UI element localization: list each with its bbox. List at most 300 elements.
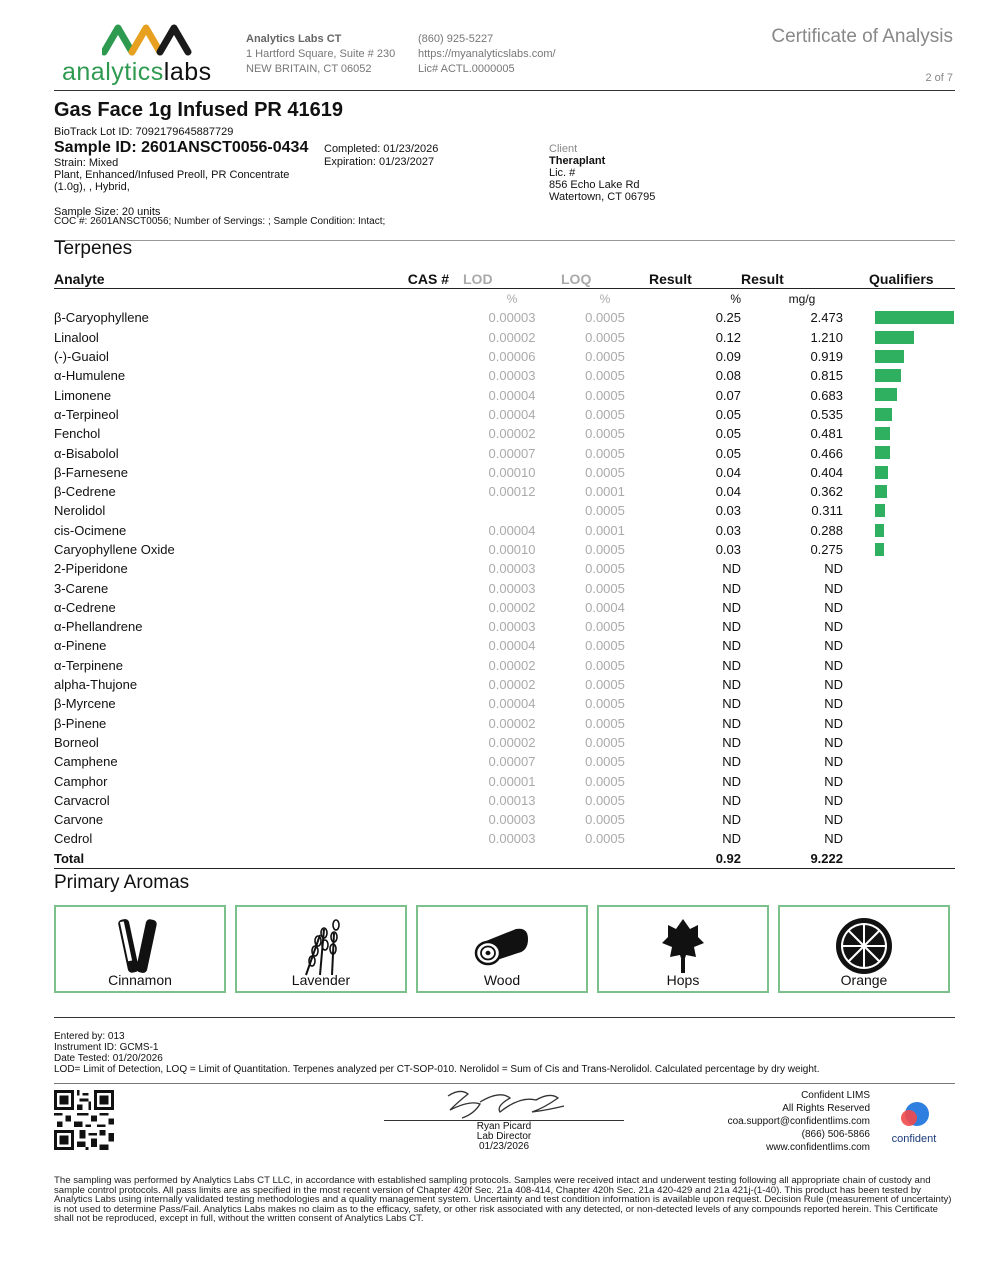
confident-logo-icon	[897, 1100, 931, 1130]
result-mgg-cell: 0.362	[810, 484, 843, 500]
table-row	[54, 443, 955, 462]
result-bar	[875, 524, 884, 537]
instrument-id: Instrument ID: GCMS-1	[54, 1042, 159, 1053]
table-row	[54, 714, 955, 733]
page-number: 2 of 7	[925, 72, 953, 84]
result-mgg-cell: 0.919	[810, 349, 843, 365]
col-qualifiers: Qualifiers	[843, 270, 955, 289]
result-mgg-cell: ND	[824, 599, 843, 615]
cas-cell	[354, 829, 463, 848]
sample-name: Gas Face 1g Infused PR 41619	[54, 99, 344, 121]
signer-name: Ryan Picard	[476, 1121, 532, 1132]
loq-cell: 0.0005	[585, 773, 625, 789]
company-address-2: NEW BRITAIN, CT 06052	[246, 63, 372, 75]
result-pct-cell: ND	[722, 812, 741, 828]
result-mgg-cell: 0.275	[810, 542, 843, 557]
table-row	[54, 791, 955, 810]
company-name: Analytics Labs CT	[246, 33, 342, 45]
table-row	[54, 385, 955, 404]
loq-cell: 0.0005	[585, 734, 625, 750]
loq-cell: 0.0005	[585, 831, 625, 847]
analyte-cell: Carvacrol	[54, 792, 110, 808]
cas-cell	[354, 521, 463, 540]
lod-cell: 0.00003	[488, 561, 536, 577]
analyte-cell: Caryophyllene Oxide	[54, 542, 175, 557]
loq-cell: 0.0005	[585, 619, 625, 635]
result-pct-cell: 0.08	[715, 368, 741, 384]
strain: Strain: Mixed	[54, 157, 119, 169]
analyte-cell: α-Terpineol	[54, 406, 119, 422]
logo-text-labs: labs	[163, 58, 212, 86]
loq-cell: 0.0005	[585, 580, 625, 596]
col-cas: CAS #	[354, 270, 463, 289]
col-result-pct: Result	[649, 270, 741, 289]
result-mgg-cell: 1.210	[810, 329, 843, 345]
document-title: Certificate of Analysis	[771, 26, 953, 47]
analyte-cell: Nerolidol	[54, 503, 106, 519]
loq-cell: 0.0005	[585, 329, 625, 345]
cas-cell	[354, 714, 463, 733]
analyte-cell: α-Phellandrene	[54, 619, 143, 635]
result-pct-cell: 0.09	[715, 349, 741, 365]
client-address-2: Watertown, CT 06795	[549, 191, 656, 203]
result-bar	[875, 543, 884, 556]
expiration-date: Expiration: 01/23/2027	[324, 156, 435, 168]
analyte-cell: 3-Carene	[54, 580, 109, 596]
lims-url[interactable]: www.confidentlims.com	[766, 1142, 870, 1153]
sample-id: Sample ID: 2601ANSCT0056-0434	[54, 139, 309, 156]
total-label: Total	[54, 849, 354, 869]
qualifier-cell	[843, 733, 955, 752]
result-pct-cell: ND	[722, 580, 741, 596]
lod-cell: 0.00003	[488, 310, 536, 326]
disclaimer: The sampling was performed by Analytics Labs CT LLC, in accordance with established sampling protocols. Samples were received intact and underwent testing following all appropriate chain of custody and sample control protocols. All pass limits are as specified in the most recent version of Chapter 420f Sec. 21a 408-414, Chapter 420h Sec. 21a 420-429 and 21a 421j-(1-40). This product has been tested by Analytics Labs using internally validated testing methodologies and a quality management system. Uncertainty and test condition information is available upon request. Decision Rule (measurement of uncertainty) is not used to determine Pass/Fail. Analytics Labs makes no claim as to the efficacy, safety, or other risk associated with any detected, or non-detected levels of any compounds reported herein. This Certificate shall not be reproduced, except in full, without the written consent of Analytics Labs CT.	[54, 1175, 952, 1225]
qualifier-cell	[843, 385, 955, 404]
result-pct-cell: ND	[722, 561, 741, 577]
client-label: Client	[549, 143, 578, 155]
result-mgg-cell: 0.535	[810, 406, 843, 422]
result-pct-cell: ND	[722, 657, 741, 673]
cas-cell	[354, 656, 463, 675]
date-tested: Date Tested: 01/20/2026	[54, 1053, 163, 1064]
result-pct-cell: 0.03	[715, 542, 741, 557]
cas-cell	[354, 540, 463, 559]
signature-icon	[440, 1088, 570, 1122]
aroma-label-cinnamon: Cinnamon	[108, 972, 172, 988]
aroma-card-orange	[778, 905, 950, 993]
qualifier-cell	[843, 829, 955, 848]
lod-cell: 0.00013	[488, 792, 536, 808]
analyte-cell: β-Pinene	[54, 715, 107, 731]
table-row	[54, 405, 955, 424]
loq-cell: 0.0005	[585, 349, 625, 365]
qualifier-cell	[843, 443, 955, 462]
result-bar	[875, 388, 897, 401]
qualifier-cell	[843, 405, 955, 424]
lims-name: Confident LIMS	[801, 1090, 870, 1101]
lod-cell: 0.00004	[488, 406, 536, 422]
aroma-label-wood: Wood	[483, 972, 521, 988]
aroma-card-hops	[597, 905, 769, 993]
col-analyte: Analyte	[54, 270, 354, 289]
analyte-cell: β-Farnesene	[54, 464, 128, 480]
result-mgg-cell: ND	[824, 657, 843, 673]
table-row	[54, 521, 955, 540]
result-bar	[875, 485, 887, 498]
biotrack-lot-id: BioTrack Lot ID: 7092179645887729	[54, 126, 234, 138]
lod-cell: 0.00012	[488, 484, 536, 500]
result-pct-cell: ND	[722, 792, 741, 808]
unit-loq: %	[599, 291, 611, 306]
table-row	[54, 501, 955, 520]
result-mgg-cell: 0.311	[811, 503, 843, 519]
logo-text-analytics: analytics	[62, 58, 164, 86]
analyte-cell: alpha-Thujone	[54, 677, 138, 693]
lims-phone: (866) 506-5866	[801, 1129, 870, 1140]
qualifier-cell	[843, 617, 955, 636]
analyte-cell: β-Myrcene	[54, 696, 116, 712]
table-row	[54, 617, 955, 636]
total-mgg: 9.222	[741, 849, 843, 869]
loq-cell: 0.0005	[585, 696, 625, 712]
wood-icon	[472, 915, 532, 977]
analyte-cell: Linalool	[54, 329, 99, 345]
total-pct: 0.92	[649, 849, 741, 869]
loq-cell: 0.0005	[585, 542, 625, 557]
result-pct-cell: 0.03	[715, 522, 741, 538]
qualifier-cell	[843, 540, 955, 559]
result-bar	[875, 504, 885, 517]
total-row	[54, 849, 955, 869]
result-pct-cell: ND	[722, 754, 741, 770]
company-phone: (860) 925-5227	[418, 33, 494, 45]
qualifier-cell	[843, 694, 955, 713]
analyte-cell: cis-Ocimene	[54, 522, 127, 538]
lod-cell: 0.00003	[488, 812, 536, 828]
col-lod: LOD	[463, 270, 561, 289]
result-pct-cell: 0.04	[715, 484, 741, 500]
lod-cell: 0.00002	[488, 657, 536, 673]
qualifier-cell	[843, 636, 955, 655]
table-row	[54, 733, 955, 752]
result-mgg-cell: ND	[824, 619, 843, 635]
result-pct-cell: ND	[722, 696, 741, 712]
lod-note: LOD= Limit of Detection, LOQ = Limit of Quantitation. Terpenes analyzed per CT-SOP-010. Nerolidol = Sum of Cis and Trans-Nerolidol. Calculated percentage by dry weight.	[54, 1064, 820, 1075]
result-mgg-cell: ND	[824, 812, 843, 828]
loq-cell: 0.0005	[585, 464, 625, 480]
result-bar	[875, 331, 914, 344]
loq-cell: 0.0005	[585, 310, 625, 326]
unit-result-mgg: mg/g	[788, 291, 816, 306]
units-row	[54, 289, 955, 309]
cas-cell	[354, 328, 463, 347]
lavender-icon	[296, 915, 346, 977]
client-name: Theraplant	[549, 155, 606, 167]
lod-cell: 0.00007	[488, 445, 536, 461]
aroma-card-wood	[416, 905, 588, 993]
qualifier-cell	[843, 752, 955, 771]
lod-cell: 0.00010	[488, 542, 536, 557]
cas-cell	[354, 636, 463, 655]
loq-cell: 0.0005	[585, 406, 625, 422]
qualifier-cell	[843, 463, 955, 482]
cas-cell	[354, 733, 463, 752]
aroma-label-orange: Orange	[840, 972, 888, 988]
loq-cell: 0.0005	[585, 387, 625, 403]
result-mgg-cell: ND	[824, 561, 843, 577]
table-row	[54, 752, 955, 771]
loq-cell: 0.0005	[585, 445, 625, 461]
result-mgg-cell: ND	[824, 715, 843, 731]
lod-cell: 0.00004	[488, 522, 536, 538]
lod-cell: 0.00003	[488, 580, 536, 596]
result-mgg-cell: 0.481	[810, 426, 843, 442]
cas-cell	[354, 617, 463, 636]
loq-cell: 0.0005	[585, 792, 625, 808]
terpenes-table	[54, 270, 955, 869]
qualifier-cell	[843, 482, 955, 501]
entered-by: Entered by: 013	[54, 1031, 125, 1042]
hops-icon	[658, 915, 708, 977]
result-pct-cell: 0.04	[715, 464, 741, 480]
cas-cell	[354, 559, 463, 578]
result-bar	[875, 369, 901, 382]
result-mgg-cell: ND	[824, 696, 843, 712]
analyte-cell: 2-Piperidone	[54, 561, 128, 577]
analyte-cell: α-Pinene	[54, 638, 107, 654]
table-row	[54, 829, 955, 848]
result-mgg-cell: ND	[824, 734, 843, 750]
loq-cell: 0.0005	[585, 812, 625, 828]
lod-cell: 0.00004	[488, 387, 536, 403]
completed-date: Completed: 01/23/2026	[324, 143, 439, 155]
table-row	[54, 366, 955, 385]
lod-cell: 0.00002	[488, 329, 536, 345]
analyte-cell: α-Bisabolol	[54, 445, 119, 461]
result-mgg-cell: ND	[824, 754, 843, 770]
result-mgg-cell: 0.404	[810, 464, 843, 480]
table-row	[54, 675, 955, 694]
aroma-label-lavender: Lavender	[291, 972, 351, 988]
table-row	[54, 463, 955, 482]
unit-result-pct: %	[730, 291, 741, 306]
cinnamon-icon	[115, 915, 165, 977]
result-pct-cell: 0.05	[715, 426, 741, 442]
qualifier-cell	[843, 656, 955, 675]
lod-cell: 0.00007	[488, 754, 536, 770]
analyte-cell: α-Terpinene	[54, 657, 123, 673]
table-row	[54, 540, 955, 559]
result-pct-cell: 0.12	[715, 329, 741, 345]
result-pct-cell: ND	[722, 715, 741, 731]
cas-cell	[354, 501, 463, 520]
result-mgg-cell: ND	[824, 677, 843, 693]
analyte-cell: (-)-Guaiol	[54, 349, 109, 365]
table-row	[54, 424, 955, 443]
loq-cell: 0.0005	[585, 657, 625, 673]
table-header-row	[54, 270, 955, 289]
aroma-card-lavender	[235, 905, 407, 993]
result-pct-cell: 0.25	[715, 310, 741, 326]
analyte-cell: Cedrol	[54, 831, 93, 847]
signer-title: Lab Director	[476, 1131, 532, 1142]
qr-code-icon[interactable]	[54, 1090, 114, 1150]
loq-cell: 0.0005	[585, 503, 625, 519]
table-row	[54, 636, 955, 655]
qualifier-cell	[843, 501, 955, 520]
result-mgg-cell: 0.466	[810, 445, 843, 461]
result-bar	[875, 446, 890, 459]
confident-logo	[884, 1100, 944, 1145]
analyte-cell: Borneol	[54, 734, 99, 750]
result-bar	[875, 350, 904, 363]
table-row	[54, 771, 955, 790]
company-url[interactable]: https://myanalyticslabs.com/	[418, 48, 556, 60]
lod-cell: 0.00010	[488, 464, 536, 480]
table-row	[54, 578, 955, 597]
cas-cell	[354, 424, 463, 443]
table-row	[54, 810, 955, 829]
table-row	[54, 347, 955, 366]
aroma-card-cinnamon	[54, 905, 226, 993]
qualifier-cell	[843, 521, 955, 540]
cas-cell	[354, 771, 463, 790]
result-pct-cell: 0.03	[715, 503, 741, 519]
qualifier-cell	[843, 810, 955, 829]
qualifier-cell	[843, 771, 955, 790]
lims-email[interactable]: coa.support@confidentlims.com	[727, 1116, 870, 1127]
qualifier-cell	[843, 714, 955, 733]
result-pct-cell: ND	[722, 677, 741, 693]
result-pct-cell: ND	[722, 734, 741, 750]
loq-cell: 0.0001	[585, 484, 625, 500]
qualifier-cell	[843, 559, 955, 578]
loq-cell: 0.0005	[585, 561, 625, 577]
terpenes-section-title: Terpenes	[54, 238, 133, 259]
cas-cell	[354, 482, 463, 501]
lod-cell: 0.00002	[488, 734, 536, 750]
loq-cell: 0.0001	[585, 522, 625, 538]
loq-cell: 0.0005	[585, 677, 625, 693]
cas-cell	[354, 578, 463, 597]
cas-cell	[354, 694, 463, 713]
analyte-cell: β-Cedrene	[54, 484, 116, 500]
analyte-cell: α-Cedrene	[54, 599, 116, 615]
table-row	[54, 598, 955, 617]
result-pct-cell: 0.05	[715, 406, 741, 422]
lims-rights: All Rights Reserved	[782, 1103, 870, 1114]
qualifier-cell	[843, 675, 955, 694]
signer-date: 01/23/2026	[478, 1141, 530, 1152]
lod-cell: 0.00003	[488, 831, 536, 847]
lod-cell: 0.00002	[488, 677, 536, 693]
cas-cell	[354, 752, 463, 771]
cas-cell	[354, 443, 463, 462]
result-pct-cell: ND	[722, 619, 741, 635]
cas-cell	[354, 366, 463, 385]
result-bar	[875, 466, 888, 479]
analyte-cell: Carvone	[54, 812, 104, 828]
analyte-cell: Limonene	[54, 387, 112, 403]
table-row	[54, 328, 955, 347]
sample-type-1: Plant, Enhanced/Infused Preoll, PR Concentrate	[54, 169, 290, 181]
cas-cell	[354, 347, 463, 366]
cas-cell	[354, 598, 463, 617]
cas-cell	[354, 308, 463, 327]
loq-cell: 0.0005	[585, 426, 625, 442]
analyte-cell: Camphor	[54, 773, 108, 789]
table-row	[54, 694, 955, 713]
qualifier-cell	[843, 578, 955, 597]
cas-cell	[354, 791, 463, 810]
lod-cell: 0.00002	[488, 599, 536, 615]
qualifier-cell	[843, 598, 955, 617]
coc-info: COC #: 2601ANSCT0056; Number of Servings: ; Sample Condition: Intact;	[54, 216, 386, 227]
result-mgg-cell: ND	[824, 831, 843, 847]
result-pct-cell: 0.07	[715, 387, 741, 403]
cas-cell	[354, 405, 463, 424]
loq-cell: 0.0005	[585, 368, 625, 384]
qualifier-cell	[843, 424, 955, 443]
result-pct-cell: ND	[722, 831, 741, 847]
table-row	[54, 656, 955, 675]
confident-logo-text: confident	[891, 1133, 937, 1145]
lod-cell: 0.00001	[488, 773, 536, 789]
result-bar	[875, 408, 892, 421]
result-pct-cell: ND	[722, 638, 741, 654]
result-mgg-cell: 2.473	[810, 310, 843, 326]
col-result-mgg: Result	[741, 270, 843, 289]
result-mgg-cell: 0.683	[810, 387, 843, 403]
lod-cell: 0.00002	[488, 426, 536, 442]
client-license: Lic. #	[549, 167, 576, 179]
result-pct-cell: 0.05	[715, 445, 741, 461]
analyte-cell: Fenchol	[54, 426, 101, 442]
company-address-1: 1 Hartford Square, Suite # 230	[246, 48, 396, 60]
company-logo	[62, 22, 232, 92]
cas-cell	[354, 385, 463, 404]
table-row	[54, 559, 955, 578]
aroma-label-hops: Hops	[666, 972, 700, 988]
col-loq: LOQ	[561, 270, 649, 289]
lod-cell: 0.00003	[488, 619, 536, 635]
aromas-section-title: Primary Aromas	[54, 872, 190, 893]
lod-cell: 0.00002	[488, 715, 536, 731]
lod-cell: 0.00004	[488, 696, 536, 712]
loq-cell: 0.0004	[585, 599, 625, 615]
unit-lod: %	[506, 291, 518, 306]
result-mgg-cell: ND	[824, 773, 843, 789]
result-pct-cell: ND	[722, 773, 741, 789]
result-pct-cell: ND	[722, 599, 741, 615]
analyte-cell: Camphene	[54, 754, 118, 770]
logo-mark-icon	[102, 22, 192, 56]
loq-cell: 0.0005	[585, 715, 625, 731]
cas-cell	[354, 463, 463, 482]
orange-icon	[834, 915, 894, 977]
result-bar	[875, 427, 890, 440]
result-mgg-cell: 0.815	[810, 368, 843, 384]
result-mgg-cell: 0.288	[810, 522, 843, 538]
qualifier-cell	[843, 791, 955, 810]
table-row	[54, 308, 955, 327]
result-bar	[875, 311, 954, 324]
sample-type-2: (1.0g), , Hybrid,	[54, 181, 130, 193]
lod-cell: 0.00004	[488, 638, 536, 654]
cas-cell	[354, 810, 463, 829]
company-license: Lic# ACTL.0000005	[418, 63, 515, 75]
lod-cell: 0.00003	[488, 368, 536, 384]
